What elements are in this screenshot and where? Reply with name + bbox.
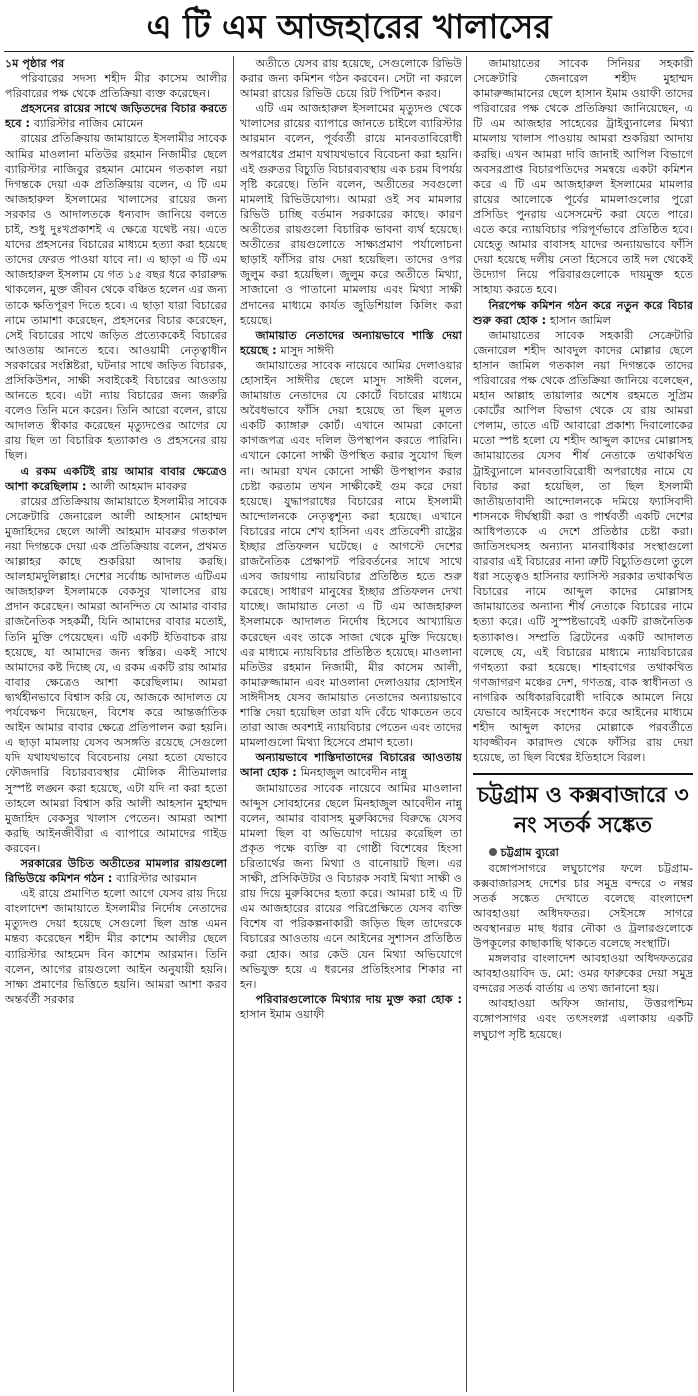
subheading-byline: ব্যারিস্টার নাজিব মোমেন <box>33 117 144 131</box>
paragraph: এই রায়ে প্রমাণিত হলো আগে যেসব রায় দিয়ে বাংলাদেশ জামায়াতে ইসলামীর নির্দোষ নেতাদের মৃত্যুদণ্ড দেয়া হয়েছে সেগুলো ছিল ভ্রান্ত এমন মন্তব্য করেছেন শহীদ মীর কাশেম আলীর ছেলে ব্যারিস্টার আহমেদ বিন কাশেম আরমান। তিনি বলেন, আগের রায়গুলো আইন অনুযায়ী হয়নি। সাক্ষ্য প্রমাণের ভিত্তিতে হয়নি। আমরা আশা করব অন্তর্বর্তী সরকার <box>5 887 227 1006</box>
column-divider <box>233 56 234 1392</box>
column-2 <box>240 56 462 1392</box>
paragraph: অতীতে যেসব রায় হয়েছে, সেগুলোকে রিভিউ করার জন্য কমিশন গঠন করবেন। সেটা না করলে আমরা রায়ের রিভিউ চেয়ে রিট পিটিশন করব। <box>240 57 462 101</box>
subheading-byline: মিনহাজুল আবেদীন নান্নু <box>300 766 408 780</box>
bullet-icon <box>489 848 497 856</box>
paragraph: জামায়াতের সাবেক সিনিয়র সহকারী সেক্রেটারি জেনারেল শহীদ মুহাম্মদ কামারুজ্জামানের ছেলে হাসান ইমাম ওয়াফী তাদের পরিবারের পক্ষ থেকে প্রতিক্রিয়া জানিয়েছেন, এ টি এম আজহার সাহেবের ট্রাইব্যুনালের মিথ্যা মামলায় খালাস পাওয়ায় আমরা শুকরিয়া আদায় করছি। এখন আমরা দাবি জানাই আপিল বিভাগে অবসরপ্রাপ্ত বিচারপতিদের সমন্বয়ে একটা কমিশন করে এ টি এম আজহারুল ইসলামের মামলার রায়ের আলোকে পূর্বের মামলাগুলোর পুরো প্রসিডিং পুনরায় এসেসমেন্ট করা যেতে পারে। এতে করে ন্যায়বিচার পরিপূর্ণভাবে প্রতিষ্ঠিত হবে। যেহেতু আমার বাবাসহ যাদের অন্যায়ভাবে ফাঁসি দেয়া হয়েছে দলীয় নেতা হিসেবে তাই দল থেকেই উদ্যোগ নিয়ে পরিবারগুলোকে দায়মুক্ত হতে সাহায্য করতে হবে। <box>473 57 693 297</box>
headline-rule <box>4 51 694 52</box>
subheading-title: প্রহসনের রায়ের সাথে জড়িতদের বিচার করতে হবে : <box>5 102 227 131</box>
continuation-label: ১ম পৃষ্ঠার পর <box>5 57 65 70</box>
subheading <box>240 992 462 1022</box>
paragraph: মঙ্গলবার বাংলাদেশ আবহাওয়া অধিদফতরের আবহাওয়াবিদ ড. মো: ওমর ফারুকের দেয়া সমুদ্র বন্দরের সতর্ক বার্তায় এ তথ্য জানানো হয়। <box>473 952 693 996</box>
subheading-title: নিরপেক্ষ কমিশন গঠন করে নতুন করে বিচার শুরু করা হোক : <box>473 298 693 327</box>
subheading-title: সরকারের উচিত অতীতের মামলার রায়গুলো রিভিউয়ে কমিশন গঠন : <box>5 856 227 886</box>
subheading <box>240 328 462 358</box>
bureau-name: চট্টগ্রাম ব্যুরো <box>500 846 559 860</box>
subheading-title: পরিবারগুলোকে মিথ্যার দায় মুক্ত করা হোক : <box>255 992 462 1006</box>
paragraph: রায়ের প্রতিক্রিয়ায় জামায়াতে ইসলামীর সাবেক আমির মাওলানা মতিউর রহমান নিজামীর ছেলে ব্যারিস্টার নাজিবুর রহমান মোমেন গতকাল নয়া দিগন্তকে দেয়া এক প্রতিক্রিয়ায় বলেন, এ টি এম আজহারুল ইসলামের খালাসের রায়ের জন্য সরকার ও আদালতকে ধন্যবাদ জানিয়ে বলতে চাই, শুধু দুঃখপ্রকাশই এ ক্ষেত্রে যথেষ্ট নয়। এতে যাদের প্রহসনের বিচারের মাধ্যমে হত্যা করা হয়েছে তাদের ফেরত পাওয়া যাবে না। এ ছাড়া এ টি এম আজহারুল ইসলাম যে গত ১৫ বছর ধরে কারারুদ্ধ থাকলেন, মুক্ত জীবন থেকে বঞ্চিত হলেন এর জন্য তাকে ক্ষতিপূরণ দিতে হবে। এ ছাড়া যারা বিচারের নামে তামাশা করেছেন, প্রহসনের বিচার করেছেন, সেই বিচারের সাথে জড়িত প্রত্যেককেই বিচারের আওতায় আনতে হবে। আওয়ামী নেতৃত্বাধীন সরকারের সংশ্লিষ্টরা, ঘটনার সাথে জড়িত বিচারক, প্রসিকিউশন, সাক্ষী সবাইকেই বিচারের আওতায় আনতে হবে। এটা ন্যায় বিচারের জন্য জরুরি বলেও তিনি মনে করেন। তিনি আরো বলেন, রায়ে আদালত স্বীকার করেছেন মৃত্যুদণ্ডের আগের যে রায় ছিল তা বিচারিক হত্যাকাণ্ড ও প্রহসনের রায় ছিল। <box>5 132 227 463</box>
paragraph: জামায়াতের সাবেক সহকারী সেক্রেটারি জেনারেল শহীদ আবদুল কাদের মোল্লার ছেলে হাসান জামিল গতকাল নয়া দিগন্তকে তাদের পরিবারের পক্ষ থেকে প্রতিক্রিয়া জানিয়ে বলেছেন, মহান আল্লাহ তায়ালার অশেষ রহমতে সুপ্রিম কোর্টের আপিল বিভাগ থেকে যে রায় আমরা পেলাম, তাতে এটি আবারো প্রকাশ্য দিবালোকের মতো স্পষ্ট হলো যে শহীদ আব্দুল কাদের মোল্লাসহ জামায়াতের যেসব শীর্ষ নেতাকে তথাকথিত ট্রাইব্যুনালে মানবতাবিরোধী অপরাধের নামে যে বিচার করা হয়েছিল, তা ছিল ইসলামী জাতীয়তাবাদী আন্দোলনকে দমিয়ে ফ্যাসিবাদী শাসনকে দীর্ঘস্থায়ী করা ও পার্শ্ববর্তী একটি দেশের আধিপত্যকে এ দেশে প্রতিষ্ঠার চেষ্টা করা। জাতিসংঘসহ অন্যান্য মানবাধিকার সংস্থাগুলো বারবার এই বিচারের নানা ত্রুটি বিচ্যুতিগুলো তুলে ধরা সত্ত্বেও হাসিনার ফ্যাসিস্ট সরকার তথাকথিত বিচারের নামে আব্দুল কাদের মোল্লাসহ জামায়াতের অন্যান্য শীর্ষ নেতাকে বিচারের নামে হত্যা করে। এটি সুস্পষ্টভাবেই একটি রাজনৈতিক হত্যাকাণ্ড। সম্প্রতি ব্রিটেনের একটি আদালত বলেছে যে, এই বিচারের মাধ্যমে ন্যায়বিচারের গণহত্যা করা হয়েছে। শাহবাগের তথাকথিত গণজাগরণ মঞ্চের দেশ, গণতন্ত্র, বাক স্বাধীনতা ও নাগরিক অধিকারবিরোধী দাবিকে আমলে নিয়ে যেভাবে আইনকে সংশোধন করে আইনের মাধ্যমে শহীদ আব্দুল কাদের মোল্লাকে পরবর্তীতে যাবজ্জীবন কারাদণ্ড থেকে ফাঁসির রায় দেয়া হয়েছে, তা ছিল বিশ্বের ইতিহাসে বিরল। <box>473 328 693 765</box>
paragraph: বঙ্গোপসাগরে লঘুচাপের ফলে চট্টগ্রাম-কক্সবাজারসহ দেশের চার সমুদ্র বন্দরে ৩ নম্বর সতর্ক সঙ্কেত দেখাতে বলেছে বাংলাদেশ আবহাওয়া অধিদফতর। সেইসঙ্গে সাগরে অবস্থানরত মাছ ধরার নৌকা ও ট্রলারগুলোকে উপকূলের কাছাকাছি থাকতে বলেছে সংস্থাটি। <box>473 861 693 950</box>
subheading-byline: মাসুদ সাঈদী <box>280 343 334 357</box>
paragraph: এটি এম আজহারুল ইসলামের মৃত্যুদণ্ড থেকে খালাসের রায়ের ব্যাপারে জানতে চাইলে ব্যারিস্টার আরমান বলেন, পূর্ববর্তী রায়ে মানবতাবিরোধী অপরাধের প্রমাণ যথাযথভাবে বিবেচনা করা হয়নি। এই গুরুতর বিচ্যুতি বিচারব্যবস্থায় এক চরম বিপর্যয় সৃষ্টি করেছে। তিনি বলেন, অতীতের সবগুলো মামলাই রিভিউযোগ্য। আমরা ওই সব মামলার রিভিউ চাচ্ছি বর্তমান সরকারের কাছে। কারণ অতীতের রায়গুলো বিচারিক ভাবনা ব্যর্থ হয়েছে। অতীতের রায়গুলোতে সাক্ষ্যপ্রমাণ পর্যালোচনা ছাড়াই ফাঁসির রায় দেয়া হয়েছিল। তাদের ওপর জুলুম করা হয়েছিল। জুলুম করে অতীতে মিথ্যা, সাজানো ও পাতানো মামলায় এবং মিথ্যা সাক্ষী প্রদানের মাধ্যমে কার্যত জুডিশিয়াল কিলিং করা হয়েছে। <box>240 102 462 327</box>
subheading-byline: ব্যারিস্টার আরমান <box>116 872 197 886</box>
column-1 <box>5 56 227 1392</box>
subheading-byline: হাসান জামিল <box>550 313 611 327</box>
subheading <box>240 750 462 780</box>
subheading-title: জামায়াত নেতাদের অন্যায়ভাবে শাস্তি দেয়া হয়েছে : <box>240 328 462 357</box>
subheading-byline: হাসান ইমাম ওয়াফী <box>240 1007 325 1021</box>
paragraph: আবহাওয়া অফিস জানায়, উত্তরপশ্চিম বঙ্গোপসাগর এবং তৎসংলগ্ন এলাকায় একটি লঘুচাপ সৃষ্টি হয়েছে। <box>473 997 693 1041</box>
subheading <box>473 298 693 328</box>
subheading <box>5 464 227 494</box>
subheading-title: এ রকম একটিই রায় আমার বাবার ক্ষেত্রেও আশা করেছিলাম : <box>5 464 227 493</box>
paragraph: জামায়াতের সাবেক নায়েবে আমির দেলাওয়ার হোসাইন সাঈদীর ছেলে মাসুদ সাঈদী বলেন, জামায়াত নেতাদের যে কোর্টে বিচারের মাধ্যমে অবৈধভাবে ফাঁসি দেয়া হয়েছে তা ছিল মূলত একটি ক্যাঙ্গারু কোর্ট। এখানে আমরা কোনো কাগজপত্র এবং দলিল উপস্থাপন করতে পারিনি। এখানে কোনো সাক্ষী উপস্থিত করার সুযোগ ছিল না। আমরা যখন কোনো সাক্ষী উপস্থাপন করার চেষ্টা করতাম তখন সাক্ষীকেই গুম করে দেয়া হয়েছে। যুদ্ধাপরাধের বিচারের নামে ইসলামী আন্দোলনকে নেতৃত্বশূন্য করা হয়েছে। এখানে বিচারের নামে শেখ হাসিনা এবং প্রতিবেশী রাষ্ট্রের ইচ্ছার প্রতিফলন ঘটেছে। ৫ আগস্টে দেশের রাজনৈতিক প্রেক্ষাপট পরিবর্তনের সাথে সাথে এসব জায়গায় ন্যায়বিচার প্রতিষ্ঠিত হতে শুরু করেছে। সাধারণ মানুষের ইচ্ছার প্রতিফলন দেখা যাচ্ছে। জামায়াত নেতা এ টি এম আজহারুল ইসলামকে আদালত নির্দোষ হিসেবে আখ্যায়িত করেছেন এবং তাকে সাজা থেকে মুক্তি দিয়েছে। এর মাধ্যমে ন্যায়বিচার প্রতিষ্ঠিত হয়েছে। মাওলানা মতিউর রহমান নিজামী, মীর কাসেম আলী, কামারুজ্জামান এবং মাওলানা দেলাওয়ার হোসাইন সাঈদীসহ যেসব জামায়াত নেতাদের অন্যায়ভাবে শাস্তি দেয়া হয়েছিল তারা যদি বেঁচে থাকতেন তবে তারা আজ অবশ্যই ন্যায়বিচার পেতেন এবং তাদের মামলাগুলো মিথ্যা হিসেবে প্রমাণ হতো। <box>240 358 462 750</box>
bureau-byline <box>473 845 693 860</box>
subheading-title: অন্যায়ভাবে শাস্তিদাতাদের বিচারের আওতায় আনা হোক : <box>240 751 462 780</box>
paragraph: জামায়াতের সাবেক নায়েবে আমির মাওলানা আব্দুস সোবহানের ছেলে মিনহাজুল আবেদীন নান্নু বলেন, আমার বাবাসহ মুরুব্বিদের বিরুদ্ধে যেসব মামলা ছিল বা অভিযোগ দায়ের করেছিল তা প্রকৃত পক্ষে ব্যক্তি বা গোষ্ঠী বিশেষের হিংসা চরিতার্থের জন্য মিথ্যা ও বানোয়াট ছিল। এর সাক্ষী, প্রসিকিউটর ও বিচারক সবাই মিথ্যা সাক্ষী ও রায় দিয়ে মুরুব্বিদের হত্যা করে। আমরা চাই এ টি এম আজহারের রায়ের পরিপ্রেক্ষিতে যেসব ব্যক্তি বিশেষ বা পরিকল্পনাকারী জড়িত ছিল তাদেরকে বিচারের আওতায় এনে আইনের সুশাসন প্রতিষ্ঠিত করা হোক। আর কেউ যেন মিথ্যা অভিযোগে অভিযুক্ত হয়ে এ ধরনের প্রতিহিংসার শিকার না হন। <box>240 781 462 991</box>
article-headline: এ টি এম আজহারের খালাসের <box>146 7 552 46</box>
paragraph: রায়ের প্রতিক্রিয়ায় জামায়াতে ইসলামীর সাবেক সেক্রেটারি জেনারেল আলী আহসান মোহাম্মদ মুজাহিদের ছেলে আলী আহমাদ মাবরুর গতকাল নয়া দিগন্তকে দেয়া এক প্রতিক্রিয়ায় বলেন, প্রথমত আল্লাহর কাছে শুকরিয়া আদায় করছি। আলহামদুলিল্লাহ। দেশের সর্বোচ্চ আদালত এটিএম আজহারুল ইসলামকে বেকসুর খালাসের রায় প্রদান করেছেন। আমরা আনন্দিত যে আমার বাবার রাজনৈতিক সহকর্মী, যিনি আমাদের বাবার মতোই, তিনি মুক্তি পেয়েছেন। এটি একটি ইতিবাচক রায় হয়েছে, যা আমাদের জন্য স্বস্তির। একই সাথে আমাদের কষ্ট দিচ্ছে যে, এ রকম একটি রায় আমার বাবার ক্ষেত্রেও আশা করেছিলাম। আমরা দ্ব্যর্থহীনভাবে বিশ্বাস করি যে, আজকে আদালত যে পর্যবেক্ষণ দিয়েছেন, বিশেষ করে আন্তর্জাতিক আইন আমার বাবার ক্ষেত্রে প্রতিপালন করা হয়নি। এ ছাড়া মামলায় যেসব অসঙ্গতি রয়েছে সেগুলো যদি যথাযথভাবে বিবেচনায় নেয়া হতো যেভাবে ফৌজদারি বিচারব্যবস্থার মৌলিক নীতিমালার সুস্পষ্ট লঙ্ঘন করা হয়েছে, এটা যদি না করা হতো তাহলে আমরা বিশ্বাস করি আলী আহসান মুহাম্মদ মুজাহিদ বেকসুর খালাস পেতেন। আমরা আশা করছি আইনজীবীরা এ ব্যাপারে আমাদের গাইড করবেন। <box>5 494 227 855</box>
column-3 <box>473 56 693 1392</box>
subheading <box>5 856 227 886</box>
second-article-headline: চট্টগ্রাম ও কক্সবাজারে ৩ নং সতর্ক সঙ্কেত <box>473 773 693 841</box>
paragraph: পরিবারের সদস্য শহীদ মীর কাসেম আলীর পরিবারের পক্ষ থেকে প্রতিক্রিয়া ব্যক্ত করেছেন। <box>5 72 227 101</box>
column-divider <box>466 56 467 1392</box>
subheading-byline: আলী আহমাদ মাবরুর <box>90 479 187 493</box>
subheading <box>5 101 227 131</box>
